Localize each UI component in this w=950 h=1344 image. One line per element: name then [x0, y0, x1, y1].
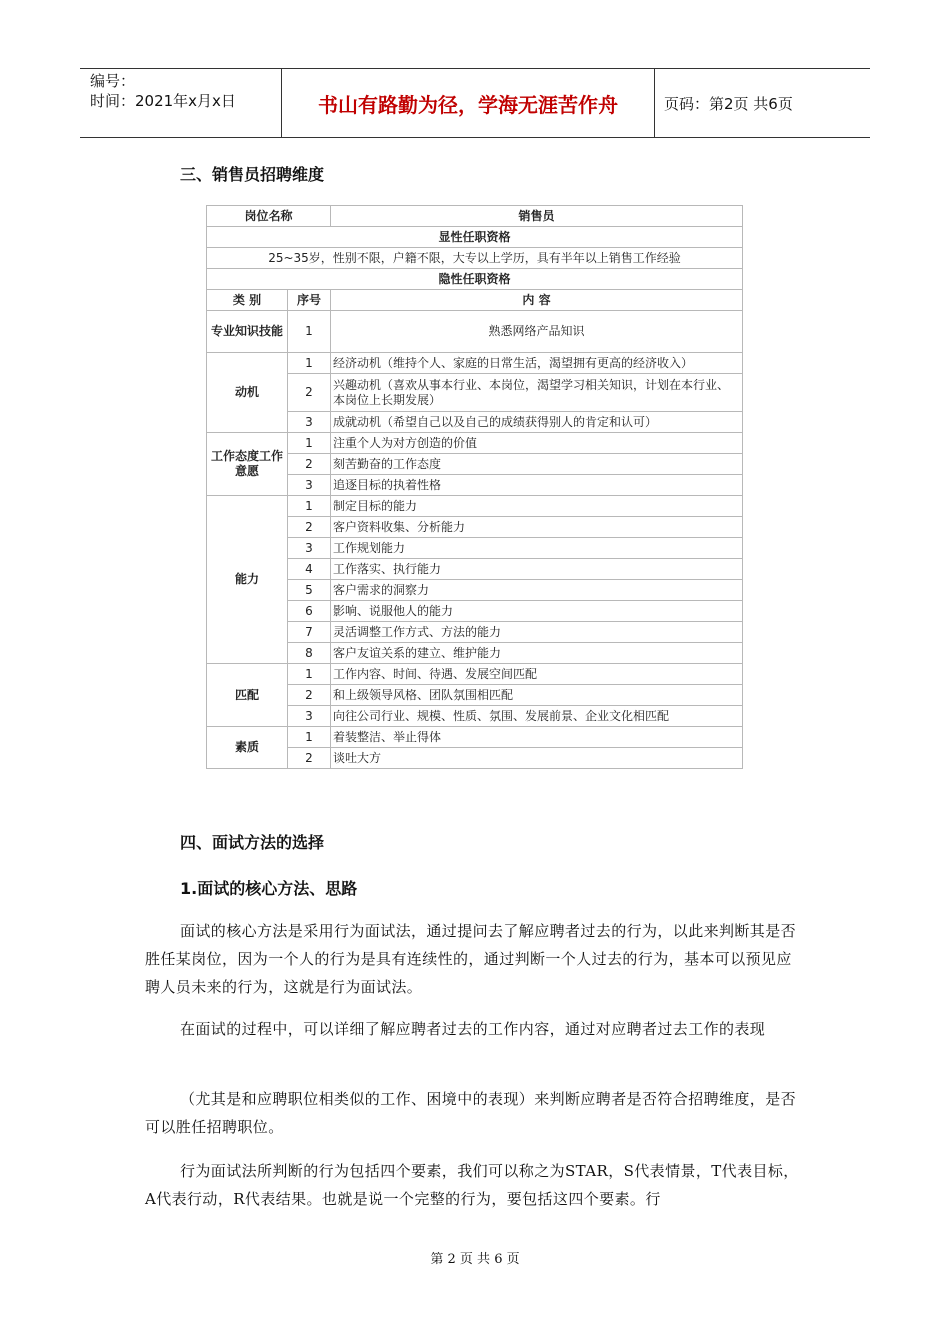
row-content: 制定目标的能力	[331, 496, 743, 517]
row-content: 注重个人为对方创造的价值	[331, 433, 743, 454]
table-row	[207, 496, 743, 517]
table-row	[207, 538, 743, 559]
paragraph: 在面试的过程中，可以详细了解应聘者过去的工作内容，通过对应聘者过去工作的表现	[180, 1020, 766, 1038]
table-row	[207, 206, 743, 227]
page-header	[80, 68, 870, 138]
explicit-text: 25~35岁，性别不限，户籍不限，大专以上学历，具有半年以上销售工作经验	[207, 248, 743, 269]
table-row	[207, 727, 743, 748]
col-content: 内 容	[331, 290, 743, 311]
table-row	[207, 248, 743, 269]
row-content: 客户资料收集、分析能力	[331, 517, 743, 538]
recruitment-table	[206, 205, 743, 769]
table-row	[207, 353, 743, 374]
row-num: 5	[288, 580, 331, 601]
table-row	[207, 580, 743, 601]
category-cell: 匹配	[207, 664, 288, 727]
row-content: 客户友谊关系的建立、维护能力	[331, 643, 743, 664]
explicit-title: 显性任职资格	[207, 227, 743, 248]
header-page-info: 页码：第2页 共6页	[664, 94, 793, 113]
row-num: 2	[288, 748, 331, 769]
table-row	[207, 412, 743, 433]
header-motto: 书山有路勤为径，学海无涯苦作舟	[282, 69, 655, 137]
row-content: 工作规划能力	[331, 538, 743, 559]
row-content: 成就动机（希望自己以及自己的成绩获得别人的肯定和认可）	[331, 412, 743, 433]
row-num: 6	[288, 601, 331, 622]
post-value: 销售员	[331, 206, 743, 227]
header-meta	[80, 69, 282, 137]
table-row	[207, 227, 743, 248]
row-content: 向往公司行业、规模、性质、氛围、发展前景、企业文化相匹配	[331, 706, 743, 727]
page-footer: 第 2 页 共 6 页	[430, 1252, 520, 1267]
row-content: 追逐目标的执着性格	[331, 475, 743, 496]
paragraph: 面试的核心方法是采用行为面试法，通过提问去了解应聘者过去的行为，以此来判断其是否胜任某岗位，因为一个人的行为是具有连续性的，通过判断一个人过去的行为，基本可以预见应聘人员未来的行为，这就是行为面试法。	[145, 922, 797, 996]
col-num: 序号	[288, 290, 331, 311]
row-content: 着装整洁、举止得体	[331, 727, 743, 748]
row-num: 1	[288, 496, 331, 517]
row-num: 2	[288, 374, 331, 412]
table-row	[207, 601, 743, 622]
table-row	[207, 706, 743, 727]
row-num: 2	[288, 685, 331, 706]
row-num: 4	[288, 559, 331, 580]
table-row	[207, 269, 743, 290]
paragraph: （尤其是和应聘职位相类似的工作、困境中的表现）来判断应聘者是否符合招聘维度，是否可以胜任招聘职位。	[145, 1090, 797, 1136]
row-content: 工作落实、执行能力	[331, 559, 743, 580]
col-category: 类 别	[207, 290, 288, 311]
row-num: 3	[288, 538, 331, 559]
section4-title: 四、面试方法的选择	[180, 833, 325, 852]
category-cell: 工作态度工作意愿	[207, 433, 288, 496]
table-row	[207, 475, 743, 496]
section3-title: 三、销售员招聘维度	[180, 165, 325, 184]
row-content: 灵活调整工作方式、方法的能力	[331, 622, 743, 643]
row-num: 1	[288, 311, 331, 353]
category-cell: 素质	[207, 727, 288, 769]
row-content: 刻苦勤奋的工作态度	[331, 454, 743, 475]
row-num: 2	[288, 517, 331, 538]
table-row	[207, 374, 743, 412]
row-content: 熟悉网络产品知识	[331, 311, 743, 353]
table-row	[207, 433, 743, 454]
row-content: 和上级领导风格、团队氛围相匹配	[331, 685, 743, 706]
row-content: 工作内容、时间、待遇、发展空间匹配	[331, 664, 743, 685]
row-num: 1	[288, 664, 331, 685]
paragraph: 行为面试法所判断的行为包括四个要素，我们可以称之为STAR，S代表情景，T代表目标，A代表行动，R代表结果。也就是说一个完整的行为，要包括这四个要素。行	[145, 1162, 799, 1208]
category-cell: 动机	[207, 353, 288, 433]
post-label: 岗位名称	[207, 206, 331, 227]
row-content: 影响、说服他人的能力	[331, 601, 743, 622]
category-cell: 专业知识技能	[207, 311, 288, 353]
row-content: 客户需求的洞察力	[331, 580, 743, 601]
table-row	[207, 559, 743, 580]
row-num: 1	[288, 727, 331, 748]
row-num: 1	[288, 353, 331, 374]
row-content: 兴趣动机（喜欢从事本行业、本岗位，渴望学习相关知识，计划在本行业、本岗位上长期发展）	[331, 374, 743, 412]
table-header-row	[207, 290, 743, 311]
table-row	[207, 454, 743, 475]
row-num: 1	[288, 433, 331, 454]
number-label: 编号：	[90, 72, 136, 90]
table-row	[207, 517, 743, 538]
subsection1-title: 1.面试的核心方法、思路	[180, 879, 358, 898]
table-row	[207, 622, 743, 643]
row-num: 3	[288, 412, 331, 433]
table-row	[207, 664, 743, 685]
row-content: 谈吐大方	[331, 748, 743, 769]
table-row	[207, 643, 743, 664]
table-row	[207, 748, 743, 769]
row-num: 8	[288, 643, 331, 664]
implicit-title: 隐性任职资格	[207, 269, 743, 290]
row-content: 经济动机（维持个人、家庭的日常生活，渴望拥有更高的经济收入）	[331, 353, 743, 374]
category-cell: 能力	[207, 496, 288, 664]
table-row	[207, 685, 743, 706]
row-num: 7	[288, 622, 331, 643]
table-row	[207, 311, 743, 353]
time-label: 时间：2021年x月x日	[90, 92, 236, 110]
row-num: 3	[288, 706, 331, 727]
row-num: 2	[288, 454, 331, 475]
row-num: 3	[288, 475, 331, 496]
